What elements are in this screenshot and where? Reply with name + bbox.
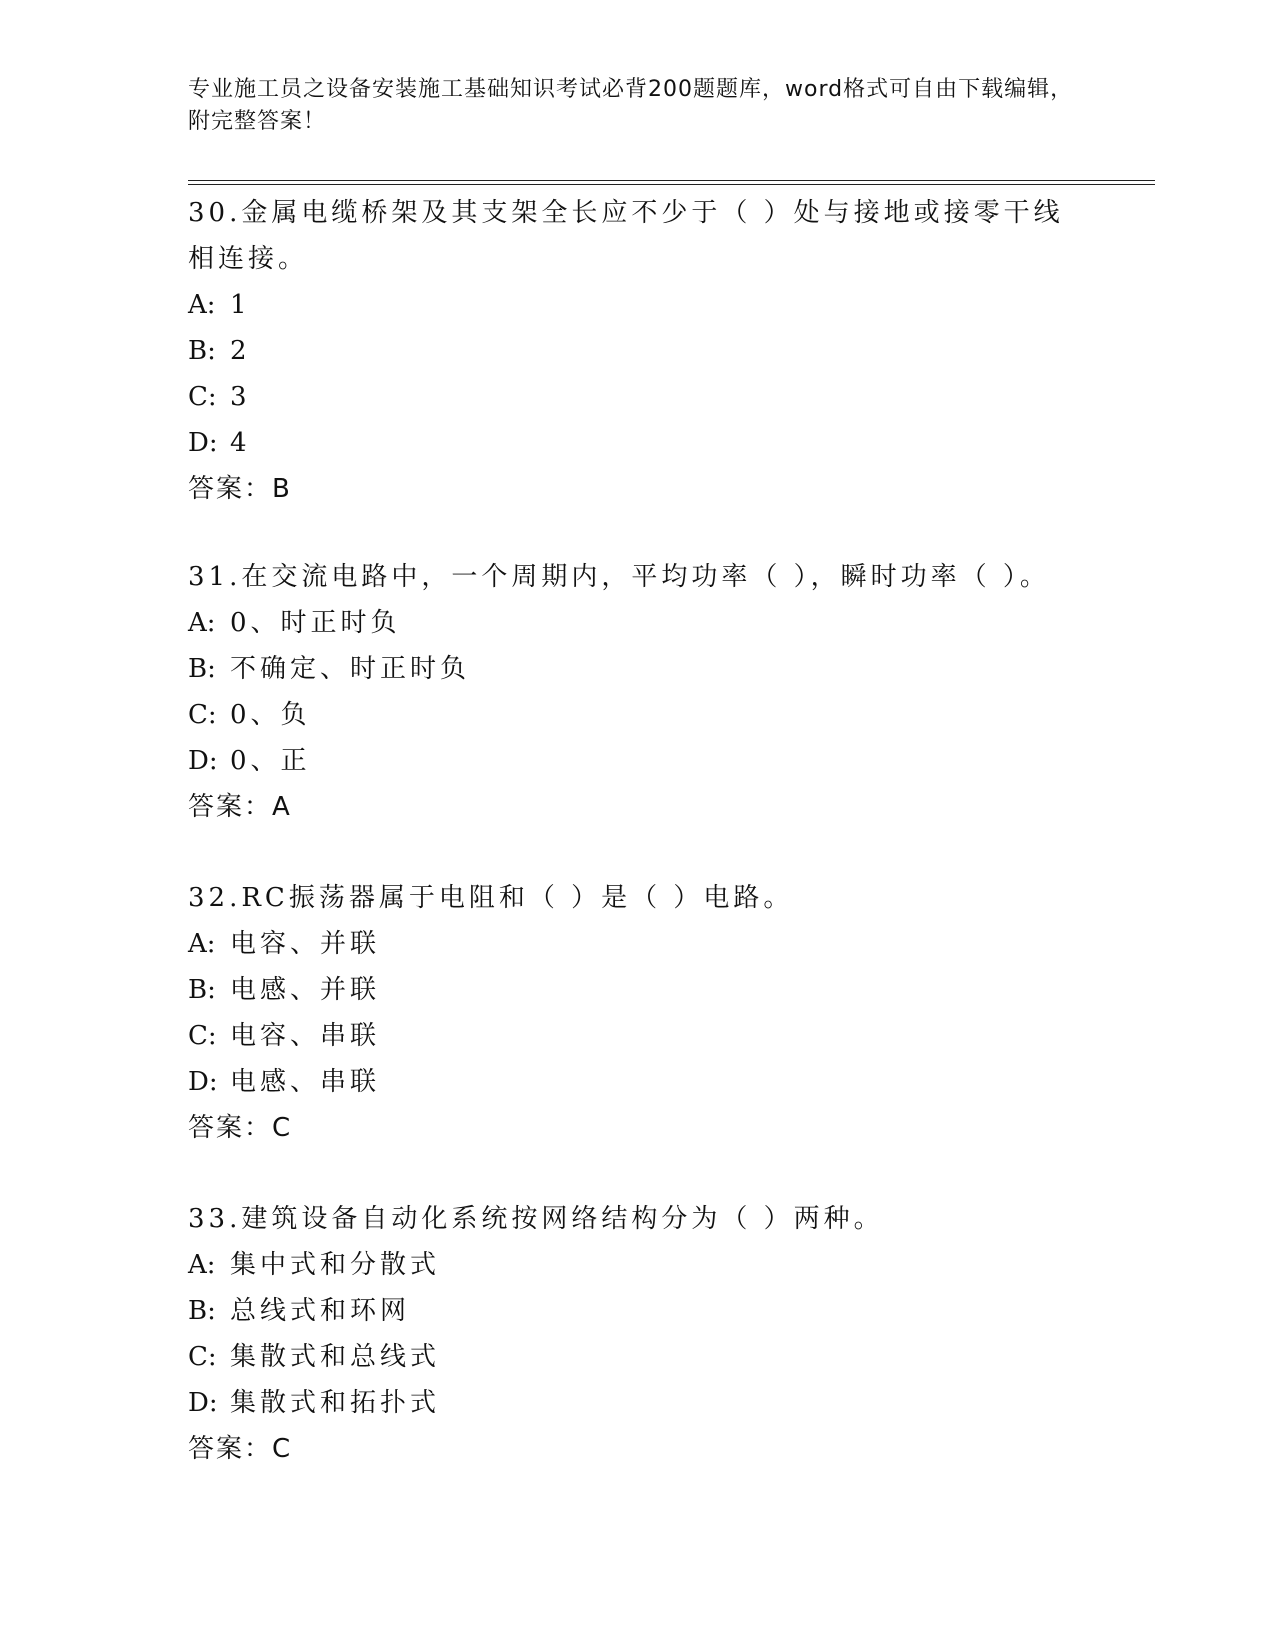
option-b xyxy=(188,967,1088,1013)
option-b xyxy=(188,646,1088,692)
option-text: 集散式和总线式 xyxy=(230,1342,441,1372)
option-c xyxy=(188,1013,1088,1059)
option-label: B: xyxy=(188,1296,216,1326)
option-c xyxy=(188,692,1088,738)
option-text: 电容、串联 xyxy=(230,1021,381,1051)
question-33 xyxy=(188,1196,1088,1472)
header-rule-top xyxy=(188,180,1155,181)
option-label: A: xyxy=(188,929,216,959)
option-label: B: xyxy=(188,336,216,366)
option-label: D: xyxy=(188,428,218,458)
option-text: 电容、并联 xyxy=(230,929,381,959)
question-stem: 33.建筑设备自动化系统按网络结构分为（ ）两种。 xyxy=(188,1204,884,1234)
header-rule-bottom xyxy=(188,184,1155,185)
option-b xyxy=(188,1288,1088,1334)
option-label: A: xyxy=(188,1250,216,1280)
option-text: 集中式和分散式 xyxy=(230,1250,441,1280)
option-text: 不确定、时正时负 xyxy=(230,654,471,684)
option-label: D: xyxy=(188,1388,218,1418)
option-text: 电感、并联 xyxy=(230,975,381,1005)
document-header: 专业施工员之设备安装施工基础知识考试必背200题题库，word格式可自由下载编辑，附完整答案！ xyxy=(188,77,1074,134)
option-label: C: xyxy=(188,700,217,730)
option-d xyxy=(188,420,1088,466)
answer: 答案：C xyxy=(188,1434,293,1464)
answer: 答案：C xyxy=(188,1113,293,1143)
option-b xyxy=(188,328,1088,374)
option-text: 1 xyxy=(230,290,251,320)
question-31 xyxy=(188,554,1088,830)
option-label: A: xyxy=(188,608,216,638)
option-label: C: xyxy=(188,382,217,412)
option-a xyxy=(188,600,1088,646)
option-text: 集散式和拓扑式 xyxy=(230,1388,441,1418)
option-label: D: xyxy=(188,1067,218,1097)
option-a xyxy=(188,282,1088,328)
option-d xyxy=(188,738,1088,784)
option-label: A: xyxy=(188,290,216,320)
option-text: 4 xyxy=(230,428,251,458)
question-32 xyxy=(188,875,1088,1151)
answer: 答案：B xyxy=(188,474,292,504)
option-label: B: xyxy=(188,975,216,1005)
question-stem: 30.金属电缆桥架及其支架全长应不少于（ ）处与接地或接零干线相连接。 xyxy=(188,198,1064,274)
option-a xyxy=(188,1242,1088,1288)
option-text: 总线式和环网 xyxy=(230,1296,411,1326)
option-text: 3 xyxy=(230,382,251,412)
option-d xyxy=(188,1380,1088,1426)
option-text: 电感、串联 xyxy=(230,1067,381,1097)
option-c xyxy=(188,374,1088,420)
option-label: C: xyxy=(188,1021,217,1051)
question-stem: 32.RC振荡器属于电阻和（ ）是（ ）电路。 xyxy=(188,883,794,913)
option-text: 0、时正时负 xyxy=(230,608,401,638)
option-label: B: xyxy=(188,654,216,684)
option-text: 2 xyxy=(230,336,251,366)
option-a xyxy=(188,921,1088,967)
option-c xyxy=(188,1334,1088,1380)
option-text: 0、负 xyxy=(230,700,311,730)
option-label: D: xyxy=(188,746,218,776)
answer: 答案：A xyxy=(188,792,292,822)
option-text: 0、正 xyxy=(230,746,311,776)
question-stem: 31.在交流电路中，一个周期内，平均功率（ ），瞬时功率（ ）。 xyxy=(188,562,1050,592)
option-d xyxy=(188,1059,1088,1105)
option-label: C: xyxy=(188,1342,217,1372)
question-30 xyxy=(188,190,1088,512)
